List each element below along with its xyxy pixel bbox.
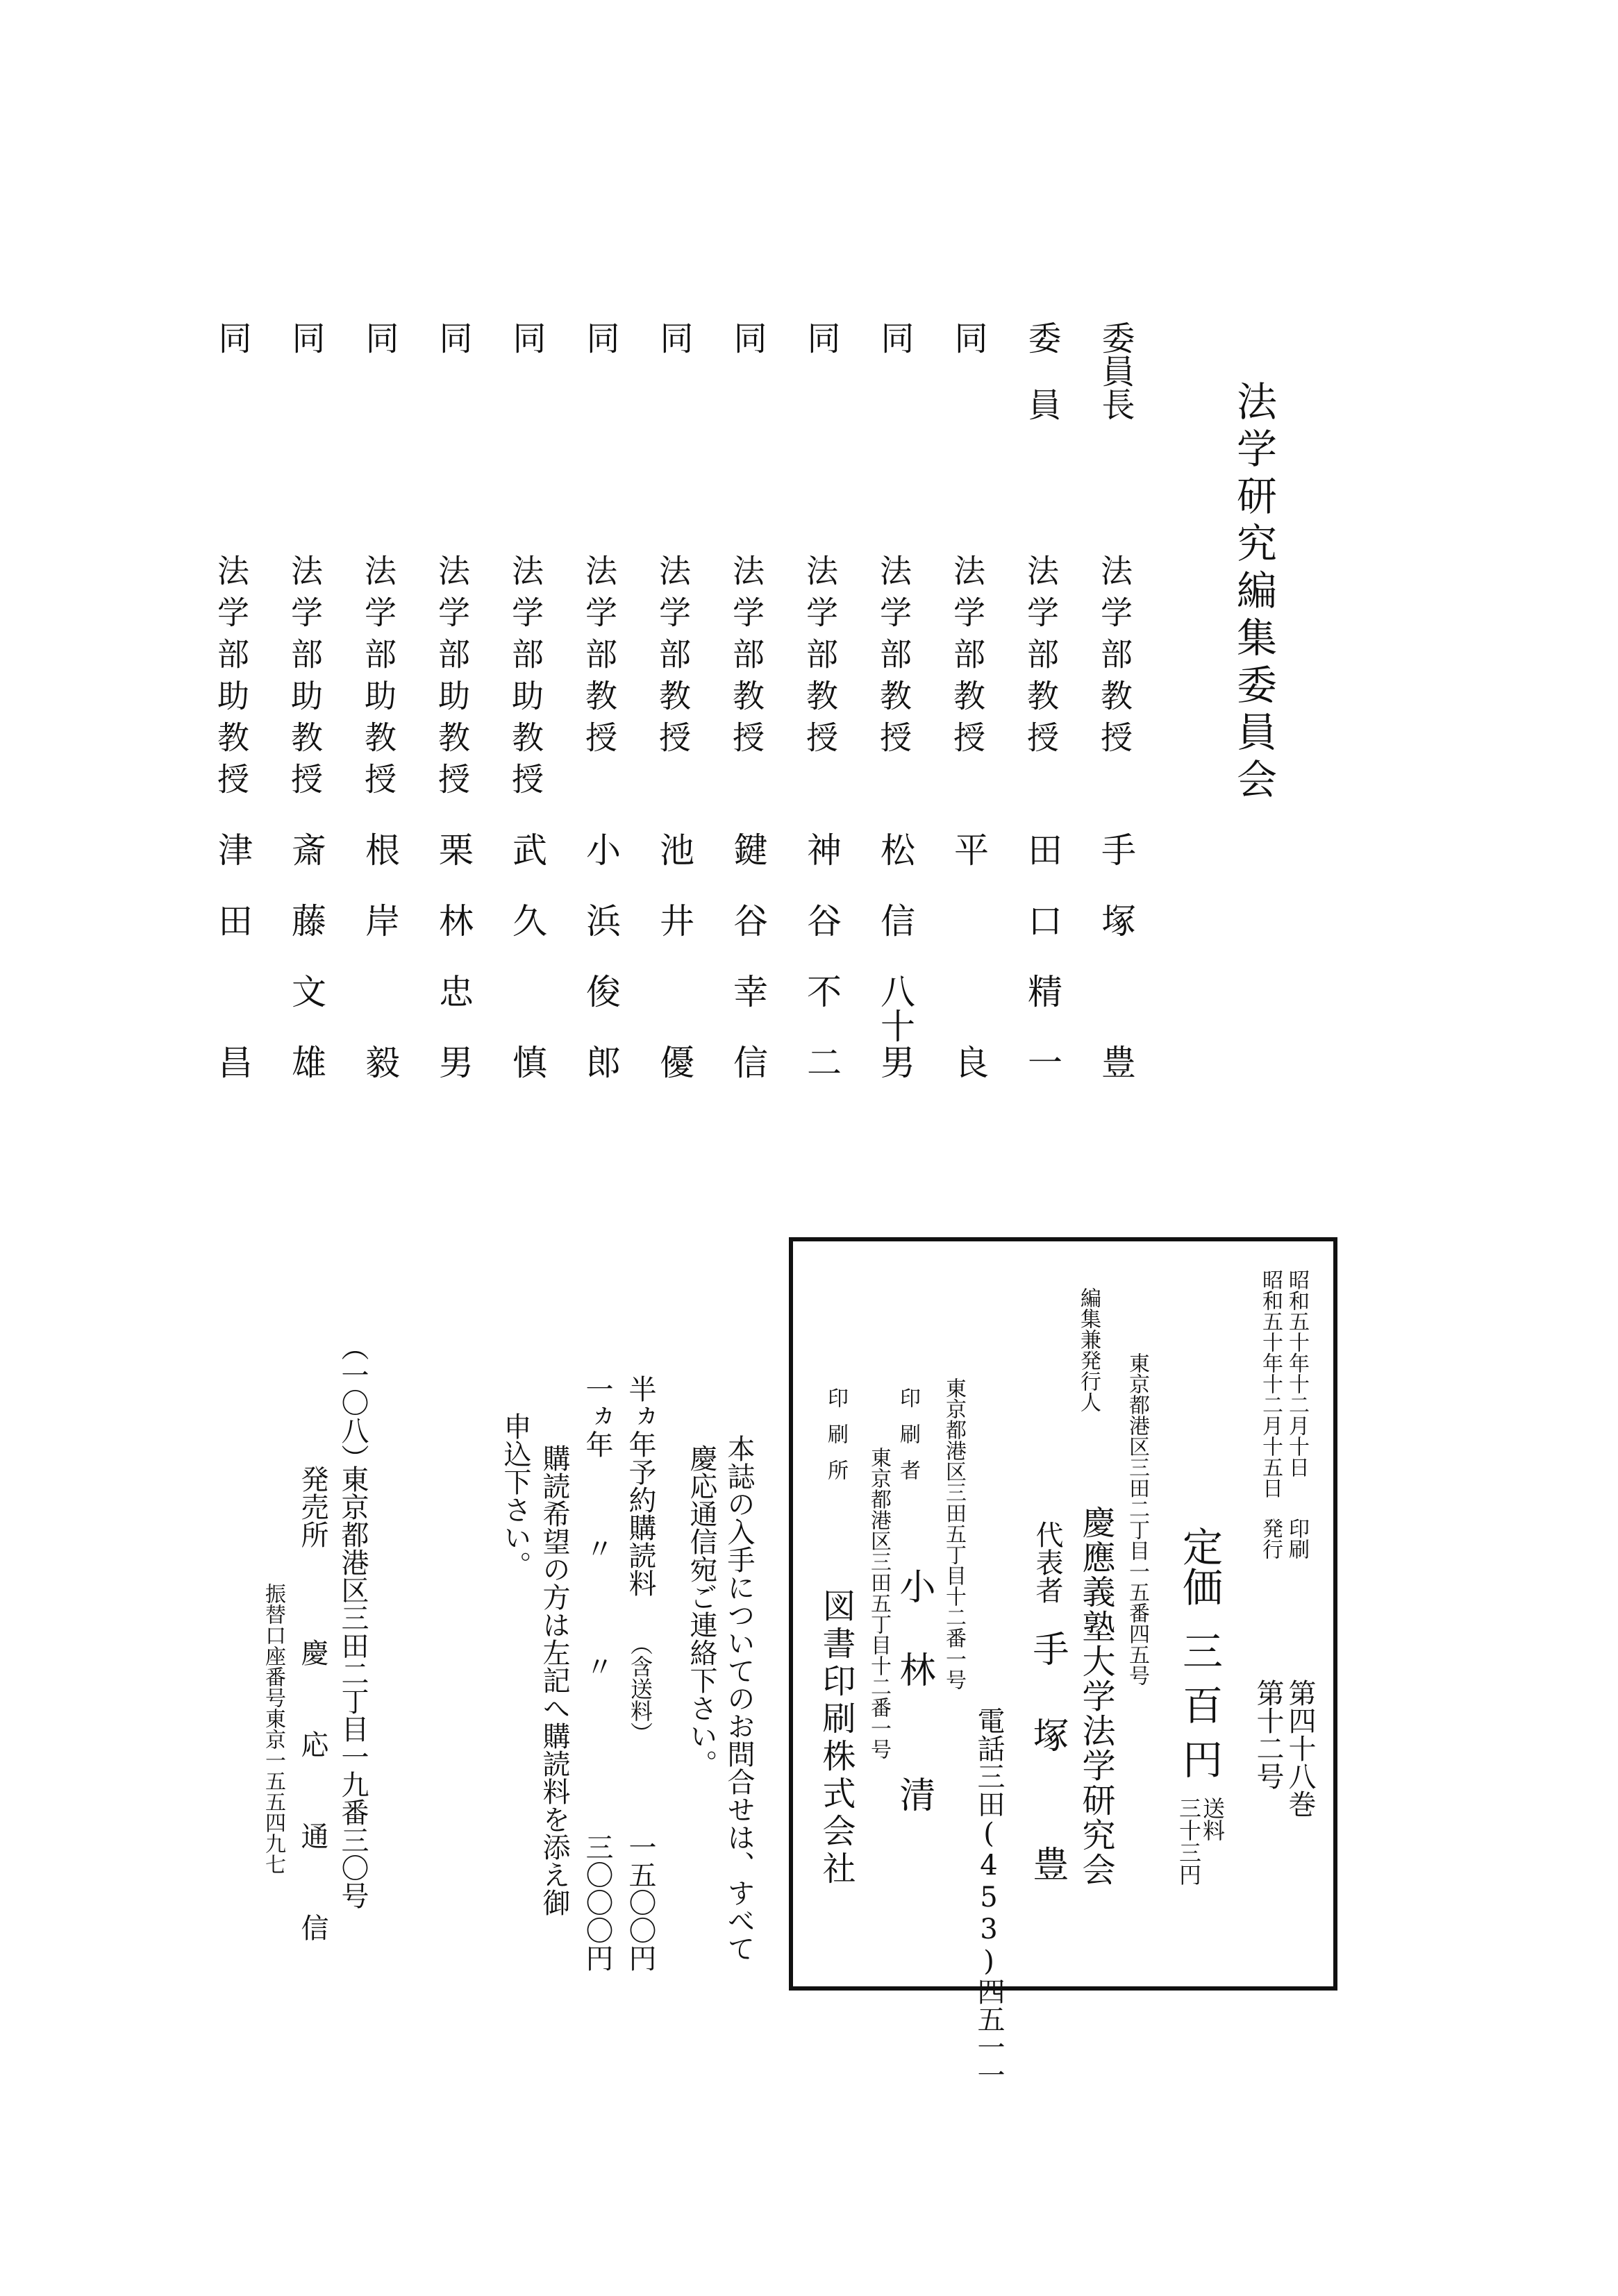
price-value: 三百円 — [1176, 1630, 1223, 1793]
member-title: 法学部助教授 — [507, 554, 544, 804]
publisher-address: 東京都港区三田二丁目一五番四五号 — [1125, 1352, 1149, 1686]
committee-title: 法学研究編集委員会 — [1230, 380, 1277, 805]
member-name-char: 田 — [212, 903, 253, 937]
member-name-char: 男 — [875, 1044, 915, 1079]
member-name-char: 小 — [581, 832, 621, 866]
member-role: 同 — [801, 321, 840, 354]
member-role: 同 — [654, 321, 693, 354]
shipping-label: 送料 — [1199, 1797, 1226, 1841]
member-name-char: 林 — [433, 903, 474, 937]
half-year-note: （含送料） — [627, 1633, 653, 1744]
member-name-char: 俊 — [581, 973, 621, 1008]
ditto-mark-2: 〃 — [581, 1652, 613, 1680]
representative-label: 代表者 — [1031, 1520, 1063, 1604]
member-role: 同 — [286, 321, 325, 354]
member-title: 法学部教授 — [654, 554, 692, 762]
member-name-char: 岸 — [360, 903, 400, 937]
sales-label: 発売所 — [297, 1465, 328, 1548]
member-name-char: 藤 — [286, 903, 326, 937]
member-title: 法学部教授 — [728, 554, 765, 762]
member-name-char: 谷 — [728, 903, 768, 937]
inquiry-line-1: 本誌の入手についてのお問合せは、すべて — [723, 1434, 755, 1962]
member-role: 委員長 — [1096, 321, 1135, 421]
postal-code: （一〇八） — [337, 1333, 369, 1472]
member-name-char: 津 — [212, 832, 253, 866]
member-title: 法学部助教授 — [360, 554, 397, 804]
one-year-price: 三〇〇〇円 — [581, 1833, 613, 1972]
member-name-char: 口 — [1022, 903, 1062, 937]
member-name-char: 松 — [875, 832, 915, 866]
member-name-char: 鍵 — [728, 832, 768, 866]
member-name-char: 神 — [801, 832, 842, 866]
phone-number: 電話三田(453)四五一一 — [973, 1707, 1005, 2088]
sales-name: 慶 応 通 信 — [297, 1639, 328, 1959]
member-title: 法学部教授 — [801, 554, 839, 762]
print-label: 印刷 — [1285, 1518, 1309, 1559]
shipping-amount: 三十三円 — [1176, 1797, 1202, 1886]
member-role: 委 員 — [1022, 321, 1061, 421]
issue-number: 第十二号 — [1252, 1679, 1284, 1790]
inquiry-line-2: 慶応通信宛ご連絡下さい。 — [685, 1444, 717, 1777]
member-name-char: 浜 — [581, 903, 621, 937]
colophon-box — [789, 1237, 1337, 2088]
member-name-char: 豊 — [1096, 1044, 1136, 1079]
member-role: 同 — [949, 321, 987, 354]
member-title: 法学部教授 — [581, 554, 618, 762]
representative-name: 手 塚 豊 — [1026, 1630, 1068, 1888]
member-name-char: 信 — [875, 903, 915, 937]
member-name-char: 慎 — [507, 1044, 547, 1079]
sales-address: 東京都港区三田二丁目一九番三〇号 — [337, 1465, 369, 1909]
member-role: 同 — [212, 321, 251, 354]
member-title: 法学部助教授 — [286, 554, 324, 804]
publisher-name: 慶應義塾大学法学研究会 — [1076, 1505, 1115, 1887]
print-date: 昭和五十年十二月十日 — [1285, 1269, 1309, 1477]
member-name-char: 二 — [801, 1044, 842, 1079]
member-name-char: 平 — [949, 832, 989, 866]
apply-line-2: 申込下さい。 — [499, 1412, 531, 1579]
member-name-char: 文 — [286, 973, 326, 1008]
member-name-char: 昌 — [212, 1044, 253, 1079]
publish-date: 昭和五十年十二月十五日 — [1258, 1269, 1283, 1498]
member-name-char: 良 — [949, 1044, 989, 1079]
member-title: 法学部助教授 — [433, 554, 471, 804]
member-title: 法学部教授 — [949, 554, 986, 762]
price-label: 定価 — [1176, 1526, 1223, 1607]
account-number: 振替口座番号東京一五五四九七 — [261, 1583, 285, 1875]
member-name-char: 池 — [654, 832, 694, 866]
member-title: 法学部教授 — [1096, 554, 1133, 762]
member-name-char: 塚 — [1096, 903, 1136, 937]
member-name-char: 精 — [1022, 973, 1062, 1008]
member-role: 同 — [433, 321, 472, 354]
printer-name: 小 林 清 — [893, 1568, 935, 1818]
member-name-char: 一 — [1022, 1044, 1062, 1079]
member-name-char: 田 — [1022, 832, 1062, 866]
print-shop-name: 図書印刷株式会社 — [817, 1589, 856, 1888]
member-role: 同 — [507, 321, 546, 354]
member-name-char: 谷 — [801, 903, 842, 937]
print-shop-address: 東京都港区三田五丁目十二番一号 — [867, 1447, 891, 1759]
apply-line-1: 購読希望の方は左記へ購読料を添え御 — [538, 1444, 570, 1916]
member-name-char: 幸 — [728, 973, 768, 1008]
member-name-char: 斎 — [286, 832, 326, 866]
printer-address: 東京都港区三田五丁目十二番一号 — [942, 1377, 966, 1690]
member-role: 同 — [360, 321, 399, 354]
member-name-char: 久 — [507, 903, 547, 937]
member-title: 法学部助教授 — [212, 554, 250, 804]
member-name-char: 男 — [433, 1044, 474, 1079]
print-shop-label: 印刷所 — [824, 1387, 848, 1495]
member-name-char: 武 — [507, 832, 547, 866]
member-name-char: 根 — [360, 832, 400, 866]
ditto-mark-1: 〃 — [581, 1534, 613, 1562]
member-role: 同 — [728, 321, 767, 354]
member-name-char: 手 — [1096, 832, 1136, 866]
member-title: 法学部教授 — [875, 554, 912, 762]
half-year-price: 一五〇〇円 — [624, 1833, 656, 1972]
member-role: 同 — [875, 321, 914, 354]
member-name-char: 優 — [654, 1044, 694, 1079]
member-role: 同 — [581, 321, 619, 354]
half-year-label: 半ヵ年予約購読料 — [624, 1375, 656, 1597]
volume-number: 第四十八巻 — [1284, 1679, 1316, 1818]
member-name-char: 不 — [801, 973, 842, 1008]
member-name-char: 毅 — [360, 1044, 400, 1079]
member-name-char: 信 — [728, 1044, 768, 1079]
member-name-char: 雄 — [286, 1044, 326, 1079]
member-name-char: 井 — [654, 903, 694, 937]
member-name-char: 忠 — [433, 973, 474, 1008]
member-title: 法学部教授 — [1022, 554, 1060, 762]
one-year-label: 一ヵ年 — [581, 1375, 613, 1458]
publish-label: 発行 — [1258, 1518, 1283, 1559]
member-name-char: 郎 — [581, 1044, 621, 1079]
member-name-char: 栗 — [433, 832, 474, 866]
editor-publisher-label: 編集兼発行人 — [1076, 1287, 1101, 1412]
member-name-char: 八十 — [875, 973, 915, 1043]
printer-label: 印刷者 — [896, 1387, 920, 1495]
